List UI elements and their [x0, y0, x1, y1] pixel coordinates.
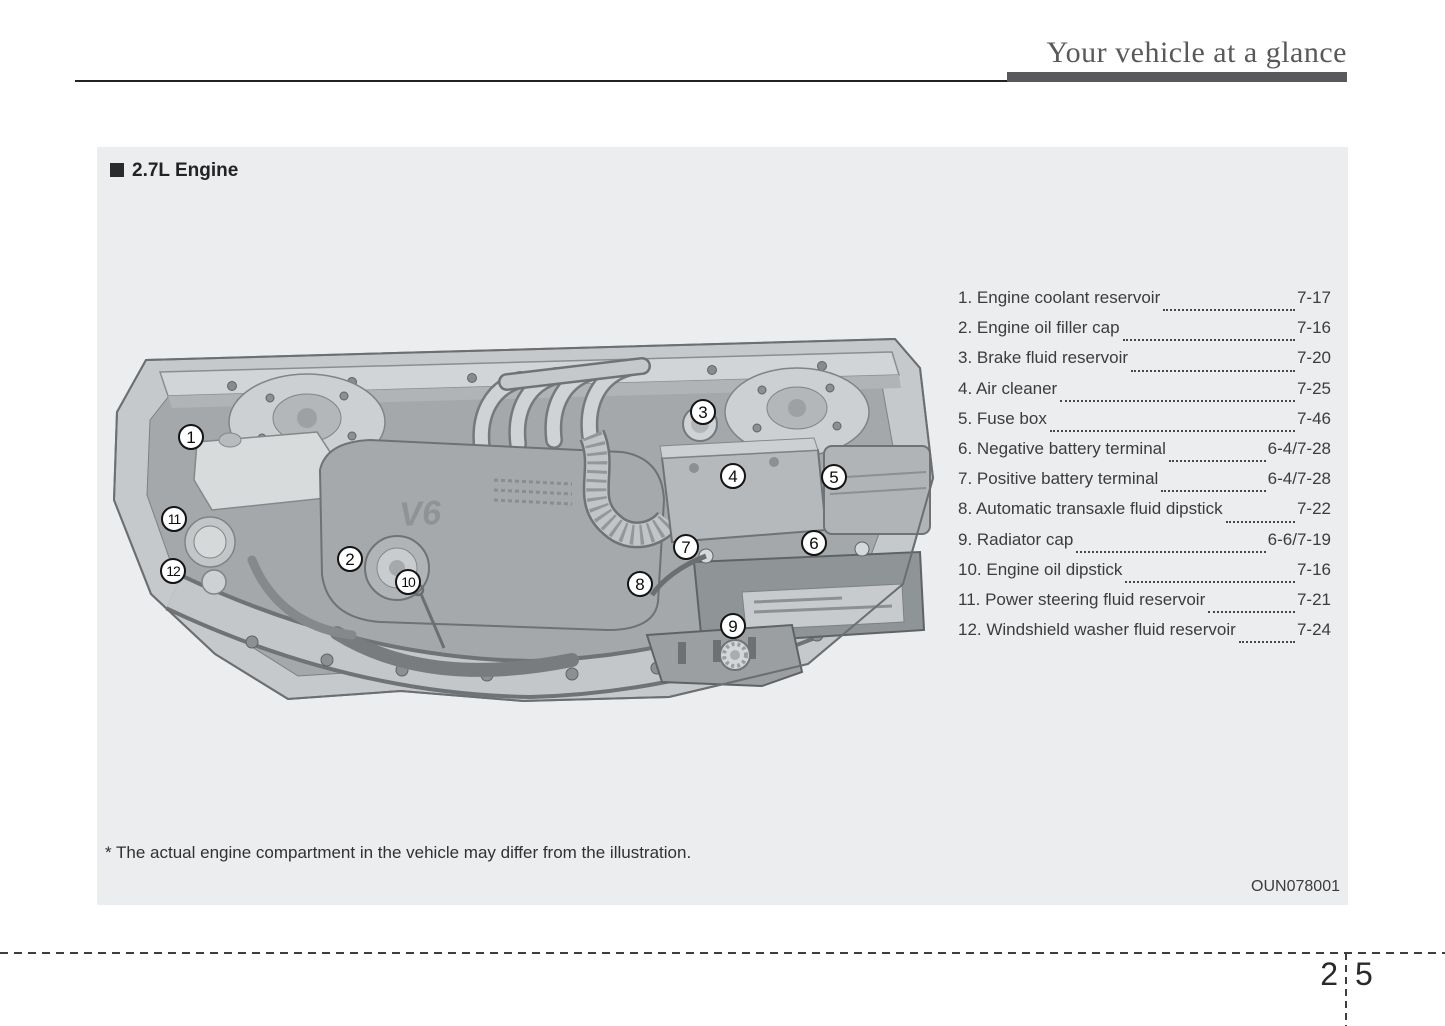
part-page-ref: 7-25 — [1296, 378, 1331, 398]
dot-leader — [1076, 551, 1265, 553]
part-row — [958, 348, 1331, 378]
dot-leader — [1169, 460, 1266, 462]
fuse-box — [824, 446, 930, 534]
engine-illustration — [102, 330, 937, 710]
part-page-ref: 7-22 — [1296, 499, 1331, 519]
part-label: 3. Brake fluid reservoir — [958, 348, 1129, 368]
part-row — [958, 439, 1331, 469]
section-label-text: 2.7L Engine — [132, 160, 239, 181]
header-rule — [75, 80, 1008, 82]
part-page-ref: 6-4/7-28 — [1267, 469, 1331, 489]
coolant-reservoir — [194, 432, 330, 510]
dot-leader — [1239, 641, 1295, 643]
dot-leader — [1163, 309, 1295, 311]
part-row — [958, 620, 1331, 650]
header-accent-bar — [1007, 72, 1347, 82]
chapter-number: 2 — [1320, 956, 1338, 992]
page-number: 5 — [1355, 956, 1373, 992]
part-page-ref: 7-20 — [1296, 348, 1331, 368]
square-bullet-icon — [110, 163, 124, 177]
dot-leader — [1125, 581, 1295, 583]
part-row — [958, 318, 1331, 348]
part-page-ref: 7-16 — [1296, 318, 1331, 338]
callout-4: 4 — [720, 463, 746, 489]
part-row — [958, 288, 1331, 318]
image-code: OUN078001 — [1251, 878, 1340, 895]
dot-leader — [1161, 490, 1265, 492]
footnote: * The actual engine compartment in the vehicle may differ from the illustration. — [105, 843, 692, 862]
dot-leader — [1131, 370, 1295, 372]
part-label: 6. Negative battery terminal — [958, 438, 1166, 458]
callout-6: 6 — [801, 530, 827, 556]
washer-filler-cap — [202, 570, 226, 594]
part-row — [958, 379, 1331, 409]
part-row — [958, 409, 1331, 439]
callout-10: 10 — [395, 569, 421, 595]
part-label: 10. Engine oil dipstick — [958, 559, 1123, 579]
part-row — [958, 530, 1331, 560]
callout-5: 5 — [821, 464, 847, 490]
part-page-ref: 7-16 — [1296, 559, 1331, 579]
part-row — [958, 469, 1331, 499]
section-label — [110, 160, 238, 182]
part-page-ref: 7-17 — [1296, 288, 1331, 307]
callout-7: 7 — [673, 534, 699, 560]
part-label: 1. Engine coolant reservoir — [958, 288, 1161, 307]
callout-3: 3 — [690, 399, 716, 425]
dot-leader — [1208, 611, 1295, 613]
part-row — [958, 499, 1331, 529]
dot-leader — [1226, 521, 1295, 523]
part-page-ref: 6-6/7-19 — [1267, 529, 1331, 549]
part-row — [958, 560, 1331, 590]
dot-leader — [1123, 339, 1295, 341]
part-label: 5. Fuse box — [958, 408, 1047, 428]
part-label: 12. Windshield washer fluid reservoir — [958, 620, 1236, 640]
callout-9: 9 — [720, 613, 746, 639]
callout-1: 1 — [178, 424, 204, 450]
part-label: 8. Automatic transaxle fluid dipstick — [958, 499, 1223, 519]
part-label: 7. Positive battery terminal — [958, 469, 1159, 489]
part-row — [958, 590, 1331, 620]
engine-panel — [97, 147, 1348, 905]
footer-dashed-divider — [1345, 953, 1347, 1026]
callout-8: 8 — [627, 571, 653, 597]
callout-2: 2 — [337, 546, 363, 572]
part-page-ref: 7-24 — [1296, 620, 1331, 640]
part-label: 11. Power steering fluid reservoir — [958, 589, 1206, 609]
part-page-ref: 7-46 — [1296, 408, 1331, 428]
negative-battery-terminal — [855, 542, 869, 556]
part-page-ref: 6-4/7-28 — [1267, 438, 1331, 458]
dot-leader — [1060, 400, 1295, 402]
air-cleaner-box — [660, 438, 826, 542]
part-label: 2. Engine oil filler cap — [958, 318, 1120, 338]
engine-badge: V6 — [398, 493, 442, 534]
footer-dashed-rule — [0, 952, 1445, 954]
part-page-ref: 7-21 — [1296, 589, 1331, 609]
parts-list — [958, 288, 1331, 650]
part-label: 9. Radiator cap — [958, 529, 1074, 549]
callout-11: 11 — [161, 506, 187, 532]
callout-12: 12 — [160, 558, 186, 584]
page-title: Your vehicle at a glance — [1046, 36, 1347, 69]
part-label: 4. Air cleaner — [958, 378, 1058, 398]
power-steering-reservoir — [185, 517, 235, 567]
dot-leader — [1050, 430, 1295, 432]
radiator-cap — [720, 640, 750, 670]
engine-bay-svg — [102, 330, 937, 710]
